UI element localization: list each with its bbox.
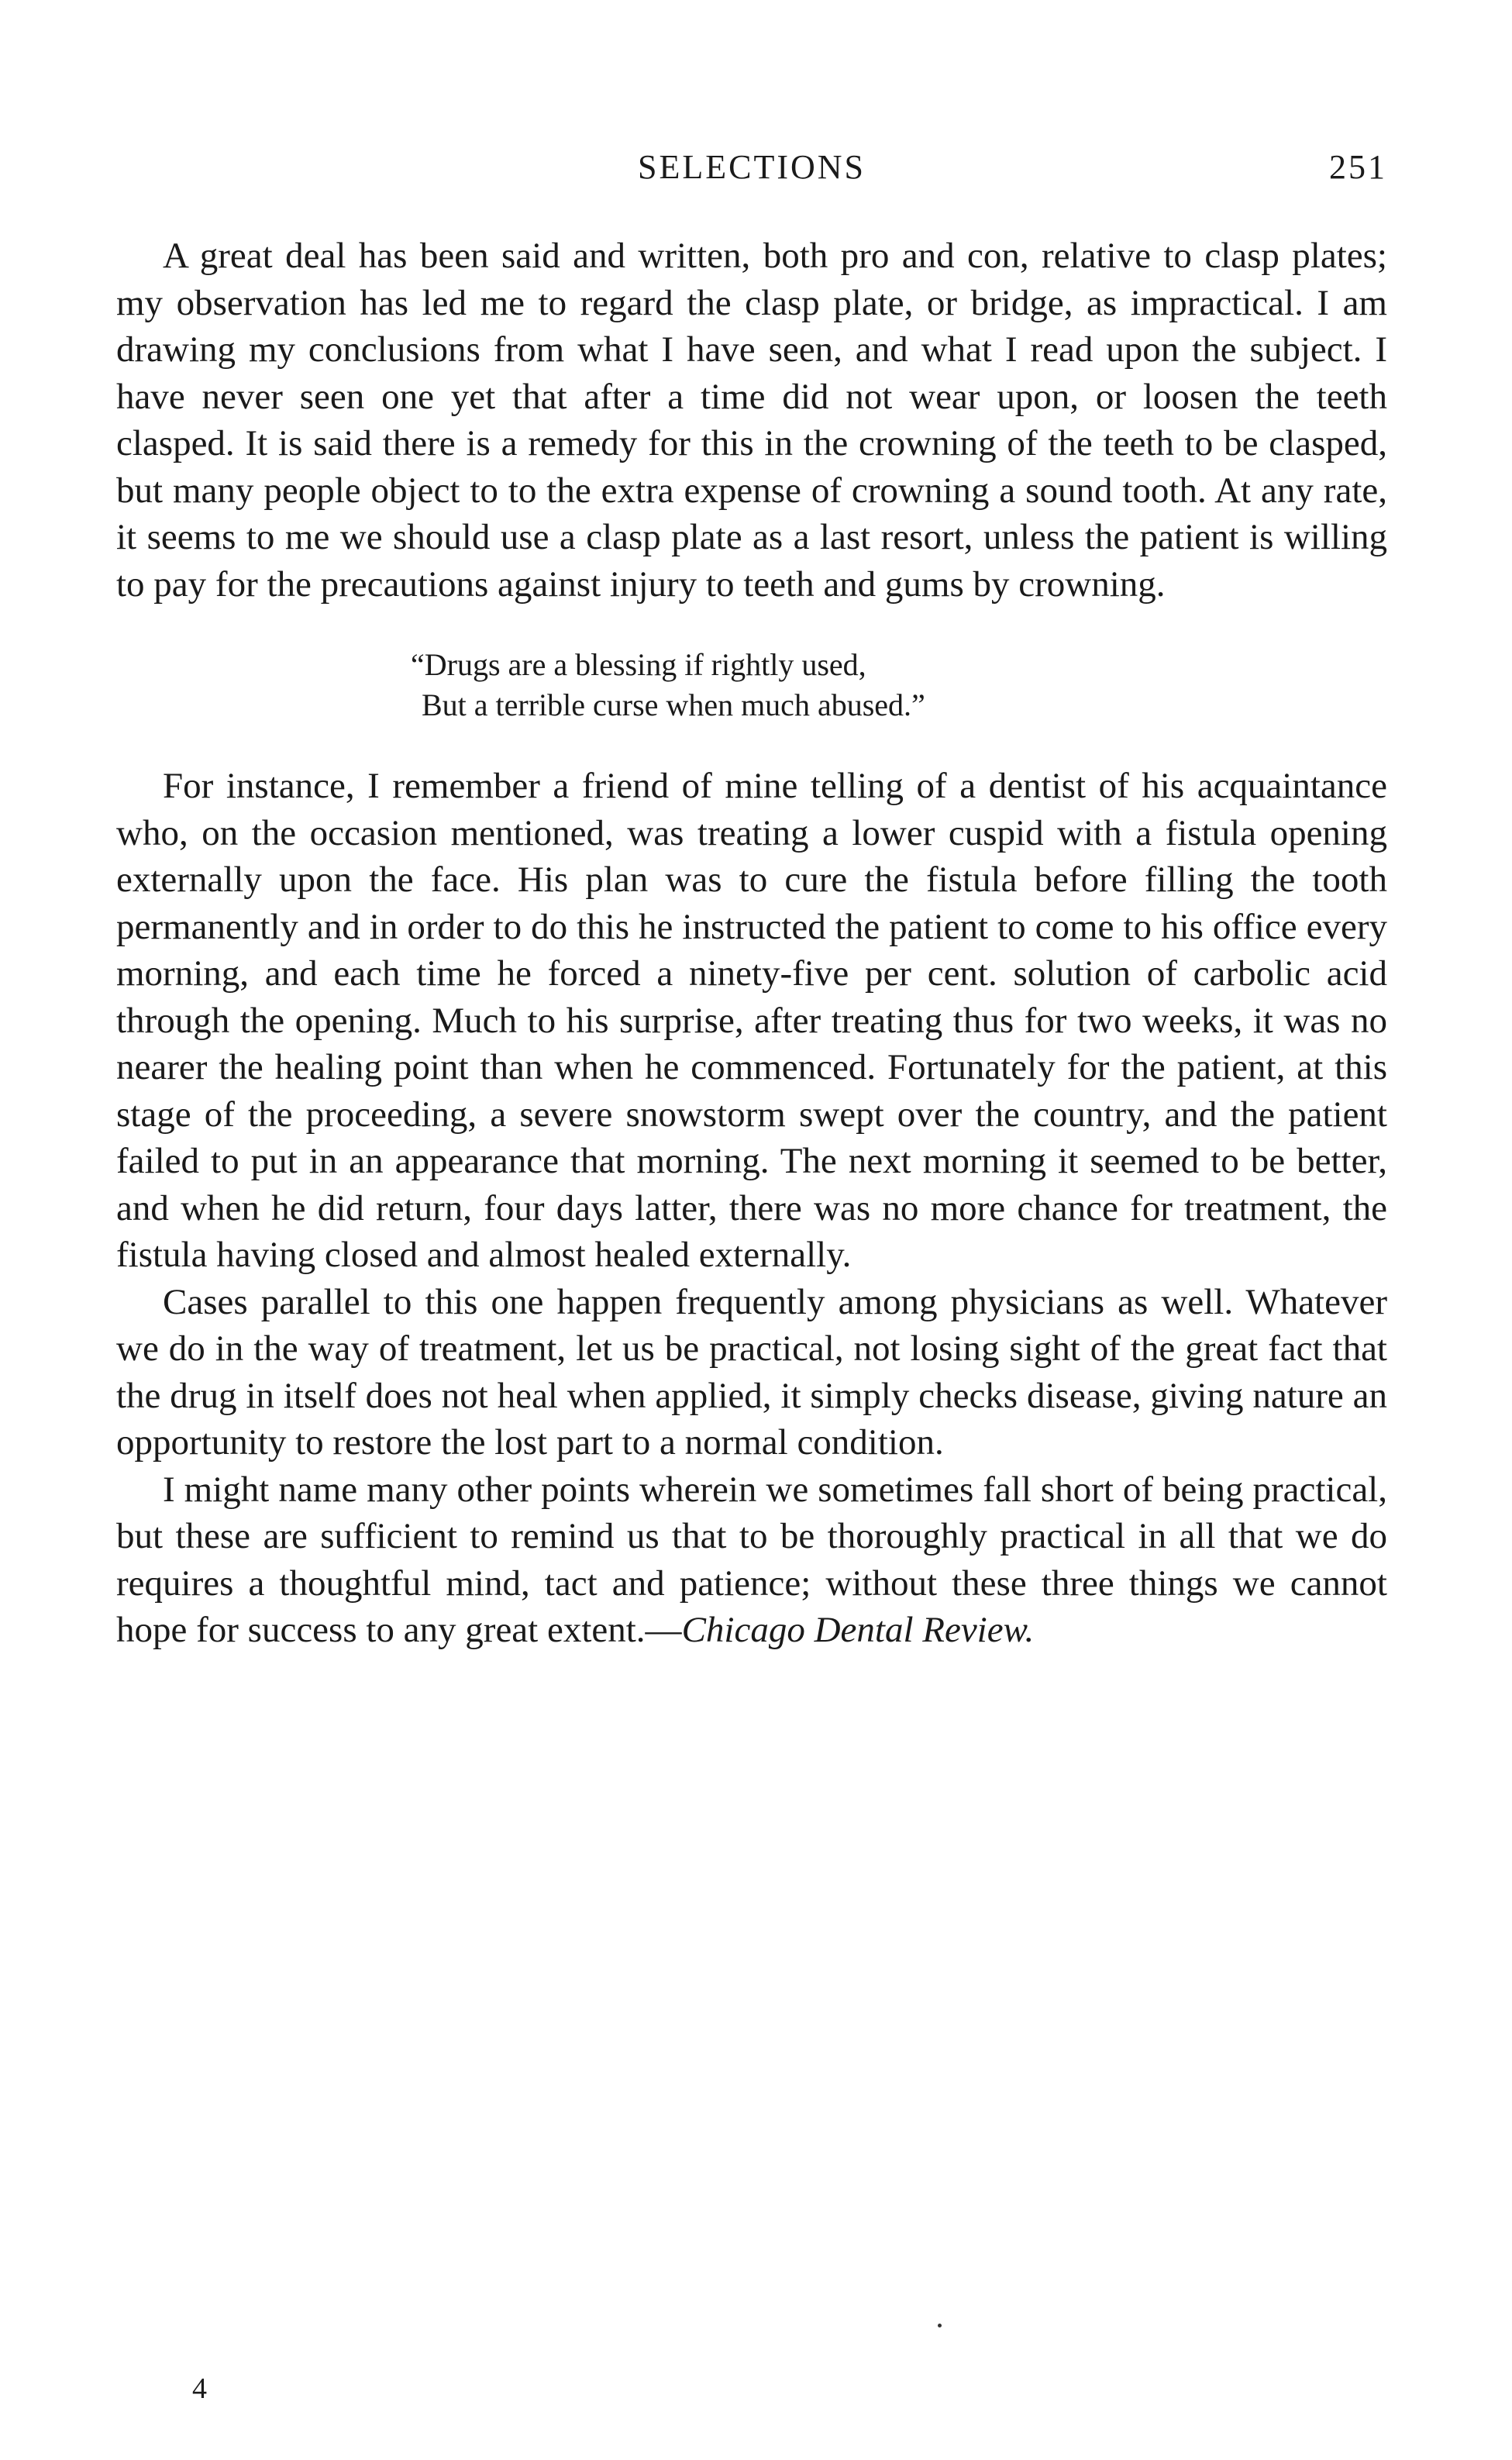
paragraph-fistula-anecdote: For instance, I remember a friend of mine telling of a dentist of his acquaintance who, on the occasion mentioned, was treating a lower cuspid with a fistula opening externally upon the face. His plan was to cure the fistula before filling the tooth permanently and in order to do this he instructed the patient to come to his office every morning, and each time he forced a ninety-five per cent. solution of carbolic acid through the opening. Much to his surprise, after treating thus for two weeks, it was no nearer the healing point than when he commenced. Fortunately for the patient, at this stage of the proceeding, a severe snowstorm swept over the country, and the patient failed to put in an appearance that morning. The next morning it seemed to be better, and when he did return, four days latter, there was no more chance for treatment, the fistula having closed and almost healed externally. xyxy=(116,766,1387,1275)
conclusion-text: I might name many other points wherein we sometimes fall short of being practical, but these are sufficient to remind us that to be thoroughly practical in all that we do requires a thoughtful mind, tact and patience; without these three things we cannot hope for success to any great extent.— xyxy=(116,1469,1387,1650)
quote-line-1: “Drugs are a blessing if rightly used, xyxy=(411,647,866,682)
signature-mark: 4 xyxy=(192,2372,207,2405)
paragraph-clasp-plates: A great deal has been said and written, both pro and con, relative to clasp plates; my observation has led me to regard the clasp plate, or bridge, as impractical. I am drawing my conclusions from what I have seen, and what I read upon the subject. I have never seen one yet that after a time did not wear upon, or loosen the teeth clasped. It is said there is a remedy for this in the crowning of the teeth to be clasped, but many people object to to the extra expense of crowning a sound tooth. At any rate, it seems to me we should use a clasp plate as a last resort, unless the patient is willing to pay for the precautions against injury to teeth and gums by crowning. xyxy=(116,236,1387,605)
print-speck xyxy=(938,2324,942,2327)
body-text xyxy=(116,233,1387,1654)
page-number: 251 xyxy=(1329,148,1387,186)
quote-line-2: But a terrible curse when much abused.” xyxy=(422,687,925,722)
paragraph-conclusion xyxy=(116,1466,1387,1654)
running-head xyxy=(116,147,1387,194)
verse-quote xyxy=(411,645,1387,725)
running-title: SELECTIONS xyxy=(638,148,866,186)
source-citation: Chicago Dental Review. xyxy=(681,1610,1035,1650)
paragraph-practical-treatment: Cases parallel to this one happen frequently among physicians as well. Whatever we do in the way of treatment, let us be practical, not losing sight of the great fact that the drug in itself does not heal when applied, it simply checks disease, giving nature an opportunity to restore the lost part to a normal condition. xyxy=(116,1281,1387,1463)
